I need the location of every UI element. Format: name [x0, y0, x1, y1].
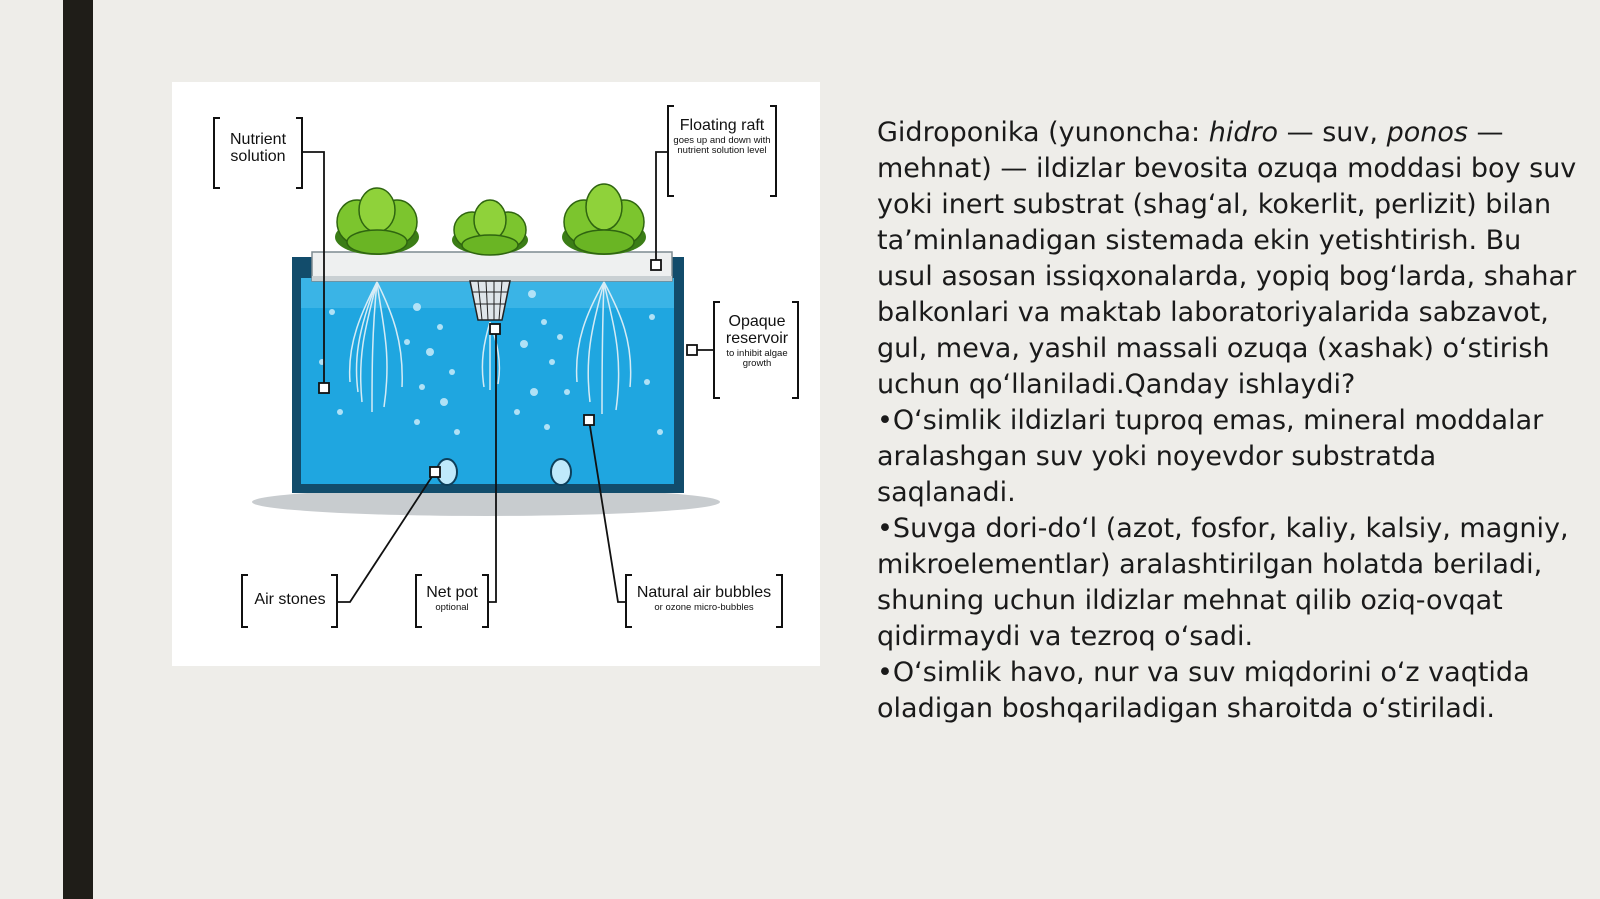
label-nutrient-solution: [216, 132, 300, 166]
bullet-item-3: •O‘simlik havo, nur va suv miqdorini o‘z vaqtida oladigan boshqariladigan sharoitda o‘stiriladi.: [877, 657, 1530, 724]
bullet-item-1: •O‘simlik ildizlari tuproq emas, mineral moddalar aralashgan suv yoki noyevdor substratda saqlanadi.: [877, 405, 1544, 508]
label-nutrient-solution-text: Nutrient solution: [229, 131, 287, 165]
label-air-stones: [246, 592, 334, 609]
label-floating-raft-sub: goes up and down with nutrient solution level: [673, 134, 771, 156]
hydroponics-diagram: [172, 82, 820, 666]
label-net-pot-text: Net pot: [426, 584, 478, 601]
plant-center: [452, 200, 528, 255]
plant-left: [335, 188, 419, 255]
intro-text-rest: — mehnat) — ildizlar bevosita ozuqa moddasi boy suv yoki inert substrat (shag‘al, kokerlit, perlizit) bilan ta’minlanadigan sistemada ekin yetishtirish. Bu usul asosan issiqxonalarda, yopiq bog‘larda, shahar balkonlari va maktab laboratoriyalarida sabzavot, gul, meva, yashil massali ozuqa (xashak) o‘stirish uchun qo‘llaniladi.Qanday ishlaydi?: [877, 117, 1577, 400]
intro-text-start: Gidroponika (yunoncha:: [877, 117, 1209, 148]
term-ponos: ponos: [1386, 117, 1468, 148]
label-opaque-reservoir: [718, 314, 796, 369]
diagram-graphic: [172, 82, 820, 666]
label-opaque-reservoir-text: Opaque reservoir: [725, 313, 789, 347]
label-floating-raft-text: Floating raft: [679, 117, 765, 134]
label-natural-air-bubbles-text: Natural air bubbles: [636, 584, 772, 601]
plant-right: [562, 184, 646, 255]
body-text: [877, 115, 1577, 727]
label-natural-air-bubbles-sub: or ozone micro-bubbles: [654, 601, 754, 613]
label-air-stones-text: Air stones: [254, 591, 326, 608]
intro-text-middle: — suv,: [1278, 117, 1387, 148]
label-net-pot-sub: optional: [435, 601, 469, 613]
intro-paragraph: [877, 115, 1577, 403]
bullet-item-2: •Suvga dori-do‘l (azot, fosfor, kaliy, kalsiy, magniy, mikroelementlar) aralashtirilgan holatda beriladi, shuning uchun ildizlar mehnat qilib oziq-ovqat qidirmaydi va tezroq o‘sadi.: [877, 513, 1569, 652]
label-net-pot: [420, 585, 484, 613]
label-opaque-reservoir-sub: to inhibit algae growth: [726, 347, 788, 369]
label-natural-air-bubbles: [630, 585, 778, 613]
air-stone-right: [551, 459, 571, 485]
label-floating-raft: [672, 118, 772, 156]
left-accent-bar: [63, 0, 93, 899]
term-hidro: hidro: [1208, 117, 1279, 148]
